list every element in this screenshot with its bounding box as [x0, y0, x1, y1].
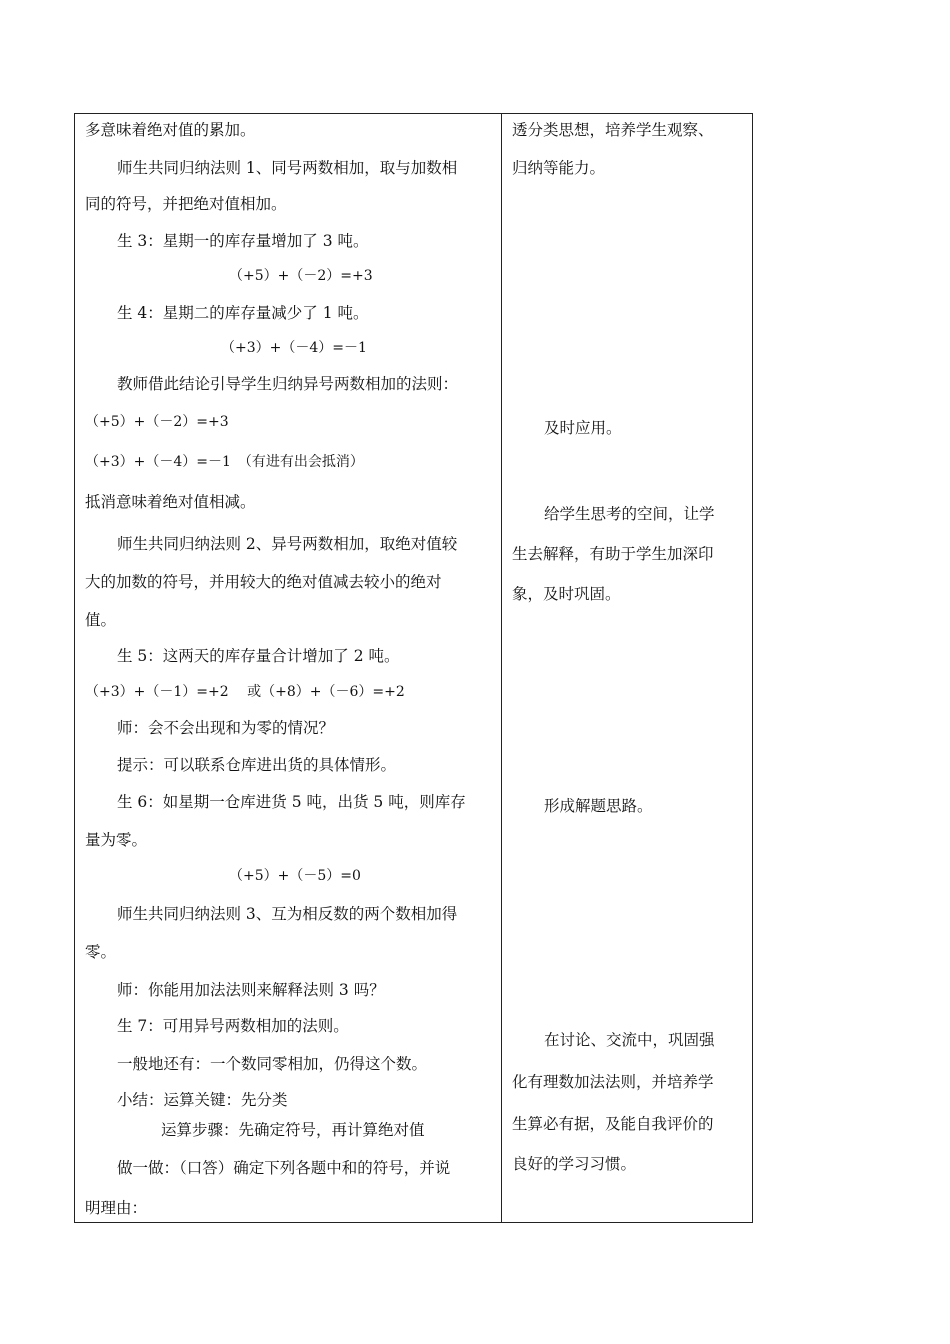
right-column-line: 给学生思考的空间，让学 [544, 505, 715, 523]
left-column-line: 师：会不会出现和为零的情况？ [117, 719, 335, 737]
left-column-line: 生 5：这两天的库存量合计增加了 2 吨。 [117, 647, 400, 665]
left-column-line: 提示：可以联系仓库进出货的具体情形。 [117, 756, 397, 774]
left-column-line: 做一做：（口答）确定下列各题中和的符号，并说 [117, 1159, 451, 1177]
left-column-line: （+5）+（－5）=0 [229, 868, 361, 884]
left-column-line: 明理由： [85, 1199, 148, 1217]
left-column-line: 量为零。 [85, 831, 148, 849]
left-column-line: （+3）+（－1）=+2 或（+8）+（－6）=+2 [85, 684, 405, 700]
left-column-line: 教师借此结论引导学生归纳异号两数相加的法则： [117, 375, 459, 393]
left-column-line: 生 7：可用异号两数相加的法则。 [117, 1017, 349, 1035]
right-column [502, 114, 754, 1222]
left-column-line: 多意味着绝对值的累加。 [85, 121, 256, 139]
left-column-line: 运算步骤：先确定符号，再计算绝对值 [161, 1121, 425, 1139]
left-column-line: 小结：运算关键：先分类 [117, 1091, 288, 1109]
left-column-line: 师生共同归纳法则 2、异号两数相加，取绝对值较 [117, 535, 458, 553]
left-column-line: 师生共同归纳法则 1、同号两数相加，取与加数相 [117, 159, 458, 177]
left-column-line: 师生共同归纳法则 3、互为相反数的两个数相加得 [117, 905, 458, 923]
left-column-line: 生 6：如星期一仓库进货 5 吨，出货 5 吨，则库存 [117, 793, 466, 811]
left-column-line: 大的加数的符号，并用较大的绝对值减去较小的绝对 [85, 573, 442, 591]
lesson-table [74, 113, 753, 1223]
left-column-line: 生 4：星期二的库存量减少了 1 吨。 [117, 304, 369, 322]
left-column-line: 一般地还有：一个数同零相加，仍得这个数。 [117, 1055, 428, 1073]
right-column-line: 象，及时巩固。 [512, 585, 621, 603]
right-column-line: 化有理数加法法则，并培养学 [512, 1073, 714, 1091]
right-column-line: 形成解题思路。 [544, 797, 653, 815]
left-column-line: 抵消意味着绝对值相减。 [85, 493, 256, 511]
right-column-line: 生去解释，有助于学生加深印 [512, 545, 714, 563]
right-column-line: 生算必有据，及能自我评价的 [512, 1115, 714, 1133]
left-column-line: （+3）+（－4）=－1 （有进有出会抵消） [85, 454, 364, 470]
right-column-line: 良好的学习习惯。 [512, 1155, 637, 1173]
left-column-line: 师：你能用加法法则来解释法则 3 吗？ [117, 981, 385, 999]
left-column-line: 同的符号，并把绝对值相加。 [85, 195, 287, 213]
left-column-line: 值。 [85, 611, 117, 629]
right-column-line: 及时应用。 [544, 419, 622, 437]
right-column-line: 透分类思想，培养学生观察、 [512, 121, 714, 139]
left-column-line: （+3）+（－4）=－1 [221, 340, 367, 356]
left-column-line: 零。 [85, 943, 117, 961]
right-column-line: 在讨论、交流中，巩固强 [544, 1031, 715, 1049]
left-column-line: （+5）+（－2）=+3 [85, 414, 229, 430]
left-column-line: 生 3：星期一的库存量增加了 3 吨。 [117, 232, 369, 250]
left-column-line: （+5）+（－2）=+3 [229, 268, 373, 284]
right-column-line: 归纳等能力。 [512, 159, 606, 177]
